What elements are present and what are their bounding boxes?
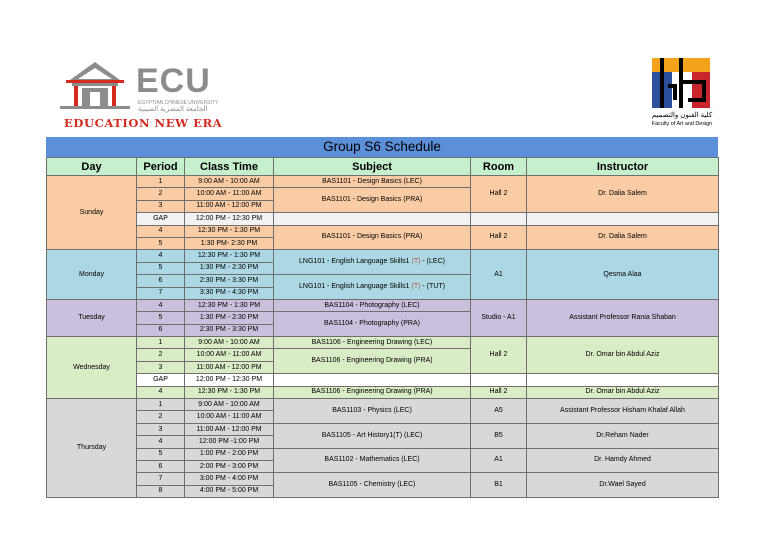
time-cell: 2:30 PM - 3:30 PM	[185, 275, 274, 287]
instructor-cell: Dr.Reham Nader	[527, 423, 719, 448]
instructor-cell: Dr. Hamdy Ahmed	[527, 448, 719, 473]
time-cell: 9:00 AM - 10:00 AM	[185, 399, 274, 411]
faculty-name-en: Faculty of Art and Design	[651, 121, 713, 127]
table-row	[47, 250, 719, 262]
time-cell: 4:00 PM - 5:00 PM	[185, 485, 274, 497]
table-row	[47, 225, 719, 237]
instructor-cell	[527, 374, 719, 386]
table-row	[47, 399, 719, 411]
time-cell: 12:00 PM - 12:30 PM	[185, 213, 274, 225]
subject-text: LNG101 - English Language Skills1	[299, 258, 412, 266]
faculty-logo	[646, 56, 718, 136]
instructor-cell: Assistant Professor Hisham Khalaf Allah	[527, 399, 719, 424]
period-cell: 5	[137, 448, 185, 460]
subject-cell: BAS1105 - Chemistry (LEC)	[274, 473, 471, 498]
room-cell: Hall 2	[471, 337, 527, 374]
time-cell: 1:30 PM- 2:30 PM	[185, 237, 274, 249]
subject-cell: BAS1104 - Photography (LEC)	[274, 299, 471, 311]
room-cell: A1	[471, 250, 527, 300]
subject-text-t: (T)	[411, 258, 421, 266]
day-sunday: Sunday	[47, 176, 137, 250]
subject-cell: BAS1103 - Physics (LEC)	[274, 399, 471, 424]
period-cell: 7	[137, 287, 185, 299]
time-cell: 12:30 PM - 1:30 PM	[185, 225, 274, 237]
time-cell: 12:30 PM - 1:30 PM	[185, 386, 274, 398]
time-cell: 1:00 PM - 2:00 PM	[185, 448, 274, 460]
period-cell: GAP	[137, 213, 185, 225]
period-cell: 5	[137, 237, 185, 249]
col-header-period: Period	[137, 158, 185, 176]
subject-text: LNG101 - English Language Skills1	[299, 283, 412, 291]
day-wednesday: Wednesday	[47, 337, 137, 399]
day-monday: Monday	[47, 250, 137, 300]
faculty-mark-icon	[648, 56, 714, 110]
subject-cell: BAS1106 - Engineering Drawing (PRA)	[274, 349, 471, 374]
period-cell: 1	[137, 399, 185, 411]
period-cell: 4	[137, 386, 185, 398]
subject-cell: BAS1101 - Design Basics (LEC)	[274, 176, 471, 188]
time-cell: 2:30 PM - 3:30 PM	[185, 324, 274, 336]
faculty-name-ar: كلية الفنون والتصميم	[651, 112, 713, 119]
time-cell: 10:00 AM - 11:00 AM	[185, 349, 274, 361]
time-cell: 1:30 PM - 2:30 PM	[185, 262, 274, 274]
ecu-logo	[60, 60, 223, 130]
subject-cell: BAS1101 - Design Basics (PRA)	[274, 225, 471, 250]
time-cell: 12:30 PM - 1:30 PM	[185, 250, 274, 262]
time-cell: 11:00 AM - 12:00 PM	[185, 200, 274, 212]
ecu-letters: ECU	[136, 62, 211, 100]
period-cell: 2	[137, 188, 185, 200]
col-header-subject: Subject	[274, 158, 471, 176]
room-cell	[471, 374, 527, 386]
temple-icon	[60, 60, 130, 110]
room-cell: Studio - A1	[471, 299, 527, 336]
period-cell: 4	[137, 225, 185, 237]
day-tuesday: Tuesday	[47, 299, 137, 336]
room-cell: Hall 2	[471, 386, 527, 398]
subject-cell	[274, 250, 471, 275]
subject-cell: BAS1101 - Design Basics (PRA)	[274, 188, 471, 213]
subject-cell	[274, 213, 471, 225]
subject-text: - (TUT)	[420, 283, 445, 291]
time-cell: 3:00 PM - 4:00 PM	[185, 473, 274, 485]
time-cell: 11:00 AM - 12:00 PM	[185, 423, 274, 435]
instructor-cell: Dr. Omar bin Abdul Aziz	[527, 337, 719, 374]
period-cell: 3	[137, 361, 185, 373]
subject-cell: BAS1105 - Art History1(T) (LEC)	[274, 423, 471, 448]
period-cell: 2	[137, 411, 185, 423]
period-cell: GAP	[137, 374, 185, 386]
period-cell: 6	[137, 460, 185, 472]
instructor-cell: Dr. Omar bin Abdul Aziz	[527, 386, 719, 398]
time-cell: 11:00 AM - 12:00 PM	[185, 361, 274, 373]
time-cell: 9:00 AM - 10:00 AM	[185, 176, 274, 188]
room-cell: A1	[471, 448, 527, 473]
time-cell: 9:00 AM - 10:00 AM	[185, 337, 274, 349]
table-header-row	[47, 158, 719, 176]
subject-text-t: (T)	[411, 283, 421, 291]
table-row	[47, 299, 719, 311]
subject-cell	[274, 275, 471, 300]
period-cell: 3	[137, 200, 185, 212]
period-cell: 1	[137, 337, 185, 349]
period-cell: 3	[137, 423, 185, 435]
ecu-subtitle-en: EGYPTIAN CHINESE UNIVERSITY	[138, 100, 219, 106]
instructor-cell: Qesma Alaa	[527, 250, 719, 300]
period-cell: 8	[137, 485, 185, 497]
room-cell: B1	[471, 473, 527, 498]
ecu-tagline: EDUCATION NEW ERA	[64, 116, 223, 130]
schedule-title: Group S6 Schedule	[46, 137, 718, 157]
period-cell: 4	[137, 250, 185, 262]
time-cell: 12:00 PM -1:00 PM	[185, 436, 274, 448]
period-cell: 5	[137, 262, 185, 274]
subject-cell: BAS1106 - Engineering Drawing (LEC)	[274, 337, 471, 349]
period-cell: 2	[137, 349, 185, 361]
instructor-cell	[527, 213, 719, 225]
period-cell: 6	[137, 275, 185, 287]
col-header-class-time: Class Time	[185, 158, 274, 176]
col-header-room: Room	[471, 158, 527, 176]
room-cell: A5	[471, 399, 527, 424]
col-header-day: Day	[47, 158, 137, 176]
subject-cell: BAS1102 - Mathematics (LEC)	[274, 448, 471, 473]
room-cell: Hall 2	[471, 176, 527, 213]
period-cell: 7	[137, 473, 185, 485]
table-row	[47, 213, 719, 225]
time-cell: 2:00 PM - 3:00 PM	[185, 460, 274, 472]
table-row	[47, 386, 719, 398]
table-row	[47, 337, 719, 349]
table-row	[47, 176, 719, 188]
subject-cell	[274, 374, 471, 386]
time-cell: 3:30 PM - 4:30 PM	[185, 287, 274, 299]
schedule-table	[46, 157, 719, 498]
room-cell: Hall 2	[471, 225, 527, 250]
period-cell: 6	[137, 324, 185, 336]
instructor-cell: Dr. Dalia Salem	[527, 225, 719, 250]
instructor-cell: Assistant Professor Rania Shaban	[527, 299, 719, 336]
time-cell: 12:30 PM - 1:30 PM	[185, 299, 274, 311]
time-cell: 12:00 PM - 12:30 PM	[185, 374, 274, 386]
subject-cell: BAS1106 - Engineering Drawing (PRA)	[274, 386, 471, 398]
room-cell	[471, 213, 527, 225]
instructor-cell: Dr. Dalia Salem	[527, 176, 719, 213]
period-cell: 1	[137, 176, 185, 188]
subject-cell: BAS1104 - Photography (PRA)	[274, 312, 471, 337]
subject-text: - (LEC)	[420, 258, 445, 266]
time-cell: 10:00 AM - 11:00 AM	[185, 188, 274, 200]
ecu-subtitle-ar: الجامعة المصرية الصينية	[138, 106, 208, 113]
col-header-instructor: Instructor	[527, 158, 719, 176]
period-cell: 5	[137, 312, 185, 324]
instructor-cell: Dr.Wael Sayed	[527, 473, 719, 498]
table-row	[47, 448, 719, 460]
table-row	[47, 473, 719, 485]
table-row	[47, 374, 719, 386]
room-cell: B5	[471, 423, 527, 448]
day-thursday: Thursday	[47, 399, 137, 498]
time-cell: 10:00 AM - 11:00 AM	[185, 411, 274, 423]
period-cell: 4	[137, 299, 185, 311]
table-row	[47, 423, 719, 435]
time-cell: 1:30 PM - 2:30 PM	[185, 312, 274, 324]
period-cell: 4	[137, 436, 185, 448]
